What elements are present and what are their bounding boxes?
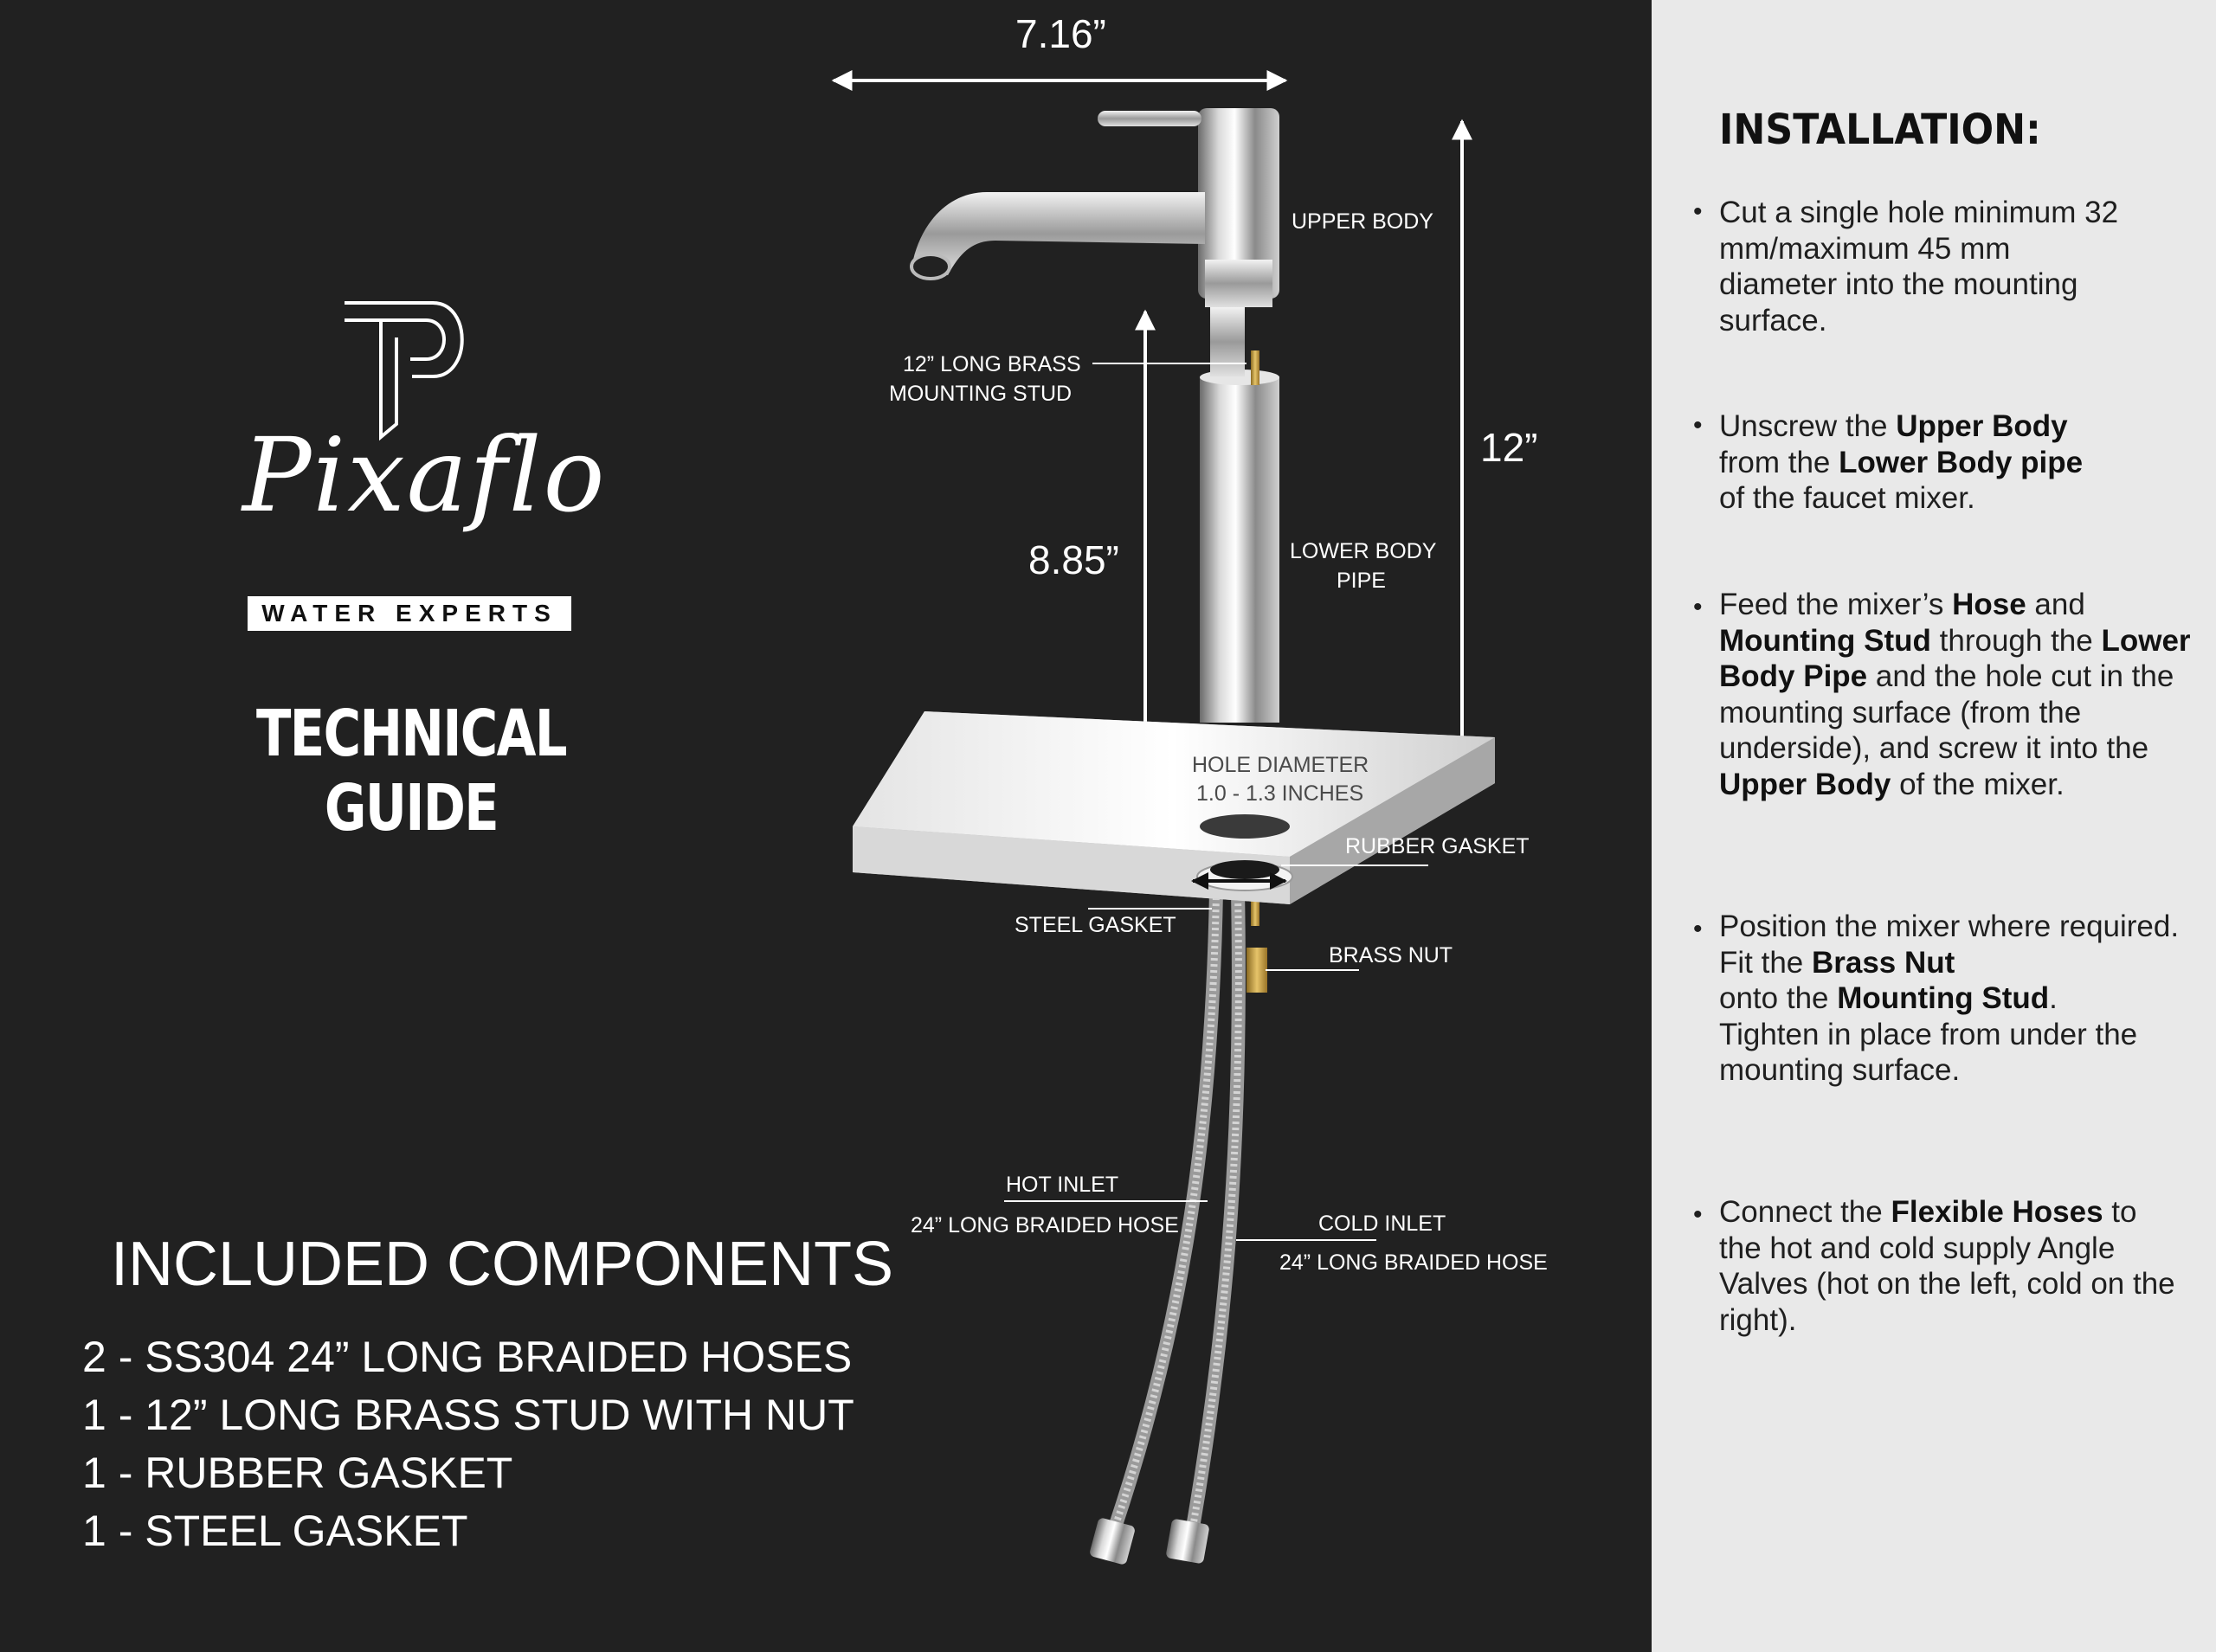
hot-hose-label: 24” LONG BRAIDED HOSE — [911, 1213, 1179, 1237]
upper-body-label: UPPER BODY — [1292, 209, 1433, 234]
installation-step-4: Position the mixer where required. Fit the Brass Nut onto the Mounting Stud. Tighten in place from under the mounting surface. — [1719, 910, 2180, 1087]
installation-step-3: Feed the mixer’s Hose and Mounting Stud through the Lower Body Pipe and the hole cut in the mounting surface (from the underside), and screw it into the Upper Body of the mixer. — [1719, 588, 2191, 801]
height-dimension-label: 12” — [1480, 425, 1538, 470]
bullet-icon: • — [1693, 1200, 1703, 1229]
upper-body-faucet — [912, 108, 1279, 307]
installation-step-5: Connect the Flexible Hoses to the hot and cold supply Angle Valves (hot on the left, cold on the right). — [1719, 1195, 2175, 1337]
installation-step-1: Cut a single hole minimum 32 mm/maximum 45 mm diameter into the mounting surface. — [1719, 196, 2119, 337]
lower-body-label-line2: PIPE — [1337, 569, 1386, 593]
guide-title: TECHNICAL GUIDE — [256, 697, 566, 845]
components-list — [82, 1328, 854, 1560]
installation-title: INSTALLATION: — [1719, 106, 2041, 154]
component-item: 1 - RUBBER GASKET — [82, 1449, 513, 1497]
cold-hose-label: 24” LONG BRAIDED HOSE — [1279, 1250, 1548, 1275]
bullet-icon: • — [1693, 915, 1703, 943]
rubber-gasket-label: RUBBER GASKET — [1345, 834, 1530, 858]
stud-label-line1: 12” LONG BRASS — [903, 352, 1081, 376]
component-item: 1 - 12” LONG BRASS STUD WITH NUT — [82, 1391, 854, 1439]
brass-nut — [1246, 948, 1267, 993]
stud-height-label: 8.85” — [1028, 537, 1119, 582]
brass-nut-label: BRASS NUT — [1329, 943, 1453, 967]
component-item: 2 - SS304 24” LONG BRAIDED HOSES — [82, 1333, 853, 1381]
hot-inlet-label: HOT INLET — [1006, 1173, 1119, 1197]
hole-diameter-label-line2: 1.0 - 1.3 INCHES — [1196, 781, 1364, 806]
components-title: INCLUDED COMPONENTS — [111, 1230, 894, 1299]
installation-step-2: Unscrew the Upper Body from the Lower Body pipe of the faucet mixer. — [1719, 409, 2084, 515]
lower-body-pipe — [1200, 376, 1279, 723]
component-item: 1 - STEEL GASKET — [82, 1507, 468, 1555]
mounting-surface — [853, 711, 1495, 904]
hole-diameter-label-line1: HOLE DIAMETER — [1192, 753, 1369, 777]
steel-gasket-label: STEEL GASKET — [1015, 913, 1176, 937]
cold-inlet-label: COLD INLET — [1318, 1212, 1446, 1236]
stud-label-line2: MOUNTING STUD — [889, 382, 1073, 406]
bullet-icon: • — [1693, 593, 1703, 621]
bullet-icon: • — [1693, 197, 1703, 226]
width-dimension-label: 7.16” — [1015, 11, 1106, 56]
bullet-icon: • — [1693, 411, 1703, 440]
brand-name: Pixaflo — [242, 415, 607, 535]
brand-tagline: WATER EXPERTS — [248, 596, 571, 631]
lower-body-label-line1: LOWER BODY — [1290, 539, 1437, 563]
